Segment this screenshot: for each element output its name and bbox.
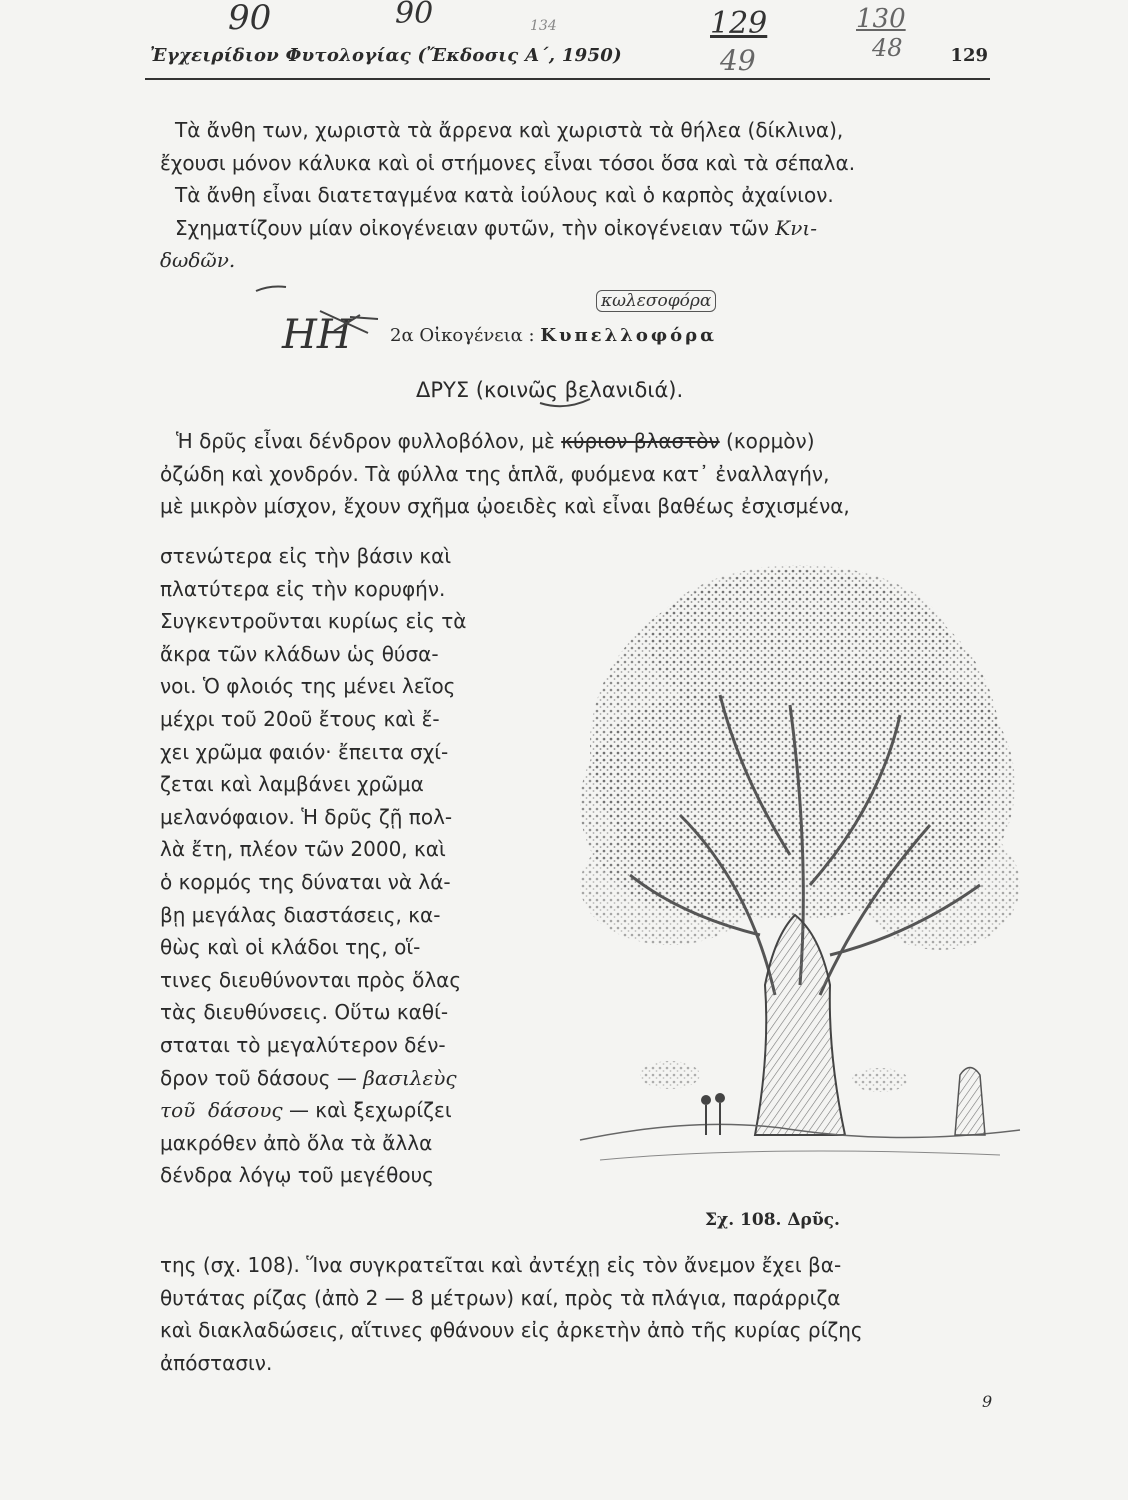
trunk xyxy=(755,915,845,1135)
walking-figures xyxy=(702,1094,724,1135)
family-word-italic: Κνι- xyxy=(775,215,817,240)
wrapped-text-column xyxy=(160,540,540,1192)
text-line: Τὰ ἄνθη εἶναι διατεταγμένα κατὰ ἰούλους καὶ ὁ καρπὸς ἀχαίνιον. xyxy=(175,183,834,208)
paragraph-oak-intro xyxy=(160,425,1030,523)
canopy xyxy=(580,565,1020,950)
text-line xyxy=(160,244,1030,277)
margin-tally-mark: ΗΗ xyxy=(282,312,352,358)
text-line: Συγκεντροῦνται κυρίως εἰς τὰ xyxy=(160,609,467,634)
family-word-italic-cont: δωδῶν. xyxy=(160,248,236,273)
page-number: 129 xyxy=(950,45,988,66)
family-number: 2α Οἰκογένεια : xyxy=(390,325,535,346)
oak-tree-illustration xyxy=(560,555,1030,1185)
text-line: μακρόθεν ἀπὸ ὅλα τὰ ἄλλα xyxy=(160,1130,433,1155)
ground-line xyxy=(600,1151,1000,1160)
text-line xyxy=(160,425,1030,458)
text-line: ὁ κορμός της δύναται νὰ λά- xyxy=(160,869,451,894)
text-line: ἔχουσι μόνον κάλυκα καὶ οἱ στήμονες εἶναι τόσοι ὅσα καὶ τὰ σέπαλα. xyxy=(160,150,856,175)
family-name: Κυπελλοφόρα xyxy=(540,325,717,346)
stump xyxy=(955,1068,985,1136)
background-shrub xyxy=(640,1061,700,1089)
handwritten-note-130: 130 xyxy=(856,4,906,34)
italic-phrase: βασιλεὺς xyxy=(363,1065,457,1090)
text-line: χει χρῶμα φαιόν· ἔπειτα σχί- xyxy=(160,739,449,764)
text-line: τὰς διευθύνσεις. Οὕτω καθί- xyxy=(160,1000,449,1025)
handwritten-note-90b: 90 xyxy=(395,0,434,31)
struck-text: κύριον βλαστὸν xyxy=(561,429,720,453)
running-header xyxy=(150,45,988,79)
header-title: Ἐγχειρίδιον Φυτολογίας (Ἔκδοσις Α΄, 1950) xyxy=(150,45,622,66)
background-shrub xyxy=(852,1068,908,1092)
text-line: ἄκρα τῶν κλάδων ὡς θύσα- xyxy=(160,641,439,666)
handwritten-note-48: 48 xyxy=(872,34,903,62)
text-line: σταται τὸ μεγαλύτερον δέν- xyxy=(160,1032,446,1057)
text-line: πλατύτερα εἰς τὴν κορυφήν. xyxy=(160,576,446,601)
text-line: λὰ ἔτη, πλέον τῶν 2000, καὶ xyxy=(160,837,446,862)
text-line: ἀπόστασιν. xyxy=(160,1350,273,1375)
text-line: θυτάτας ρίζας (ἀπὸ 2 — 8 μέτρων) καί, πρὸς τὰ πλάγια, παράρριζα xyxy=(160,1285,841,1310)
text-span: Σχηματίζουν μίαν οἰκογένειαν φυτῶν, τὴν οἰκογένειαν τῶν xyxy=(175,215,769,240)
handwritten-note-90a: 90 xyxy=(228,0,272,38)
text-span: δρον τοῦ δάσους — xyxy=(160,1065,357,1090)
text-line: μὲ μικρὸν μίσχον, ἔχουν σχῆμα ᾠοειδὲς καὶ εἶναι βαθέως ἐσχισμένα, xyxy=(160,494,850,519)
figure-caption: Σχ. 108. Δρῦς. xyxy=(705,1210,840,1230)
family-heading xyxy=(390,325,717,346)
italic-phrase: τοῦ xyxy=(160,1098,196,1123)
paragraph-flowers xyxy=(160,114,1030,277)
text-line: Τὰ ἄνθη των, χωριστὰ τὰ ἄρρενα καὶ χωριστὰ τὰ θήλεα (δίκλινα), xyxy=(175,118,844,142)
handwritten-note-small: 134 xyxy=(530,18,557,34)
text-line: ζεται καὶ λαμβάνει χρῶμα xyxy=(160,772,424,797)
text-span: (κορμὸν) xyxy=(726,429,815,453)
text-span: μὲ xyxy=(531,429,555,453)
italic-phrase: δάσους xyxy=(207,1098,283,1123)
text-line: καὶ διακλαδώσεις, αἵτινες φθάνουν εἰς ἀρκετὴν ἀπὸ τῆς κυρίας ρίζης xyxy=(160,1318,863,1343)
text-line: στενώτερα εἰς τὴν βάσιν καὶ xyxy=(160,544,452,568)
handwritten-annotation: κωλεσοφόρα xyxy=(596,290,716,312)
handwritten-note-129: 129 xyxy=(710,6,768,41)
text-line xyxy=(160,1062,540,1095)
text-line: ὀζώδη καὶ χονδρόν. Τὰ φύλλα της ἁπλᾶ, φυόμενα κατ᾽ ἐναλλαγήν, xyxy=(160,461,830,486)
text-line: τινες διευθύνονται πρὸς ὅλας xyxy=(160,967,462,992)
text-line: μέχρι τοῦ 20οῦ ἔτους καὶ ἔ- xyxy=(160,706,440,731)
species-heading: ΔΡΥΣ (κοινῶς βελανιδιά). xyxy=(416,378,684,402)
text-line: της (σχ. 108). Ἵνα συγκρατεῖται καὶ ἀντέχῃ εἰς τὸν ἄνεμον ἔχει βα- xyxy=(160,1253,842,1277)
text-line: βῃ μεγάλας διαστάσεις, κα- xyxy=(160,902,441,927)
text-line: δένδρα λόγῳ τοῦ μεγέθους xyxy=(160,1163,434,1188)
signature-mark: 9 xyxy=(982,1392,993,1411)
text-line: μελανόφαιον. Ἡ δρῦς ζῇ πολ- xyxy=(160,804,453,829)
text-line xyxy=(160,1094,540,1127)
text-span: — καὶ ξεχωρίζει xyxy=(288,1098,452,1123)
text-line: θὼς καὶ οἱ κλάδοι της, οἵ- xyxy=(160,935,421,960)
text-line: νοι. Ὁ φλοιός της μένει λεῖος xyxy=(160,674,456,699)
paragraph-roots xyxy=(160,1249,1030,1379)
handwritten-note-49: 49 xyxy=(720,44,756,77)
text-span: Ἡ δρῦς εἶναι δένδρον φυλλοβόλον, xyxy=(176,429,525,453)
header-rule xyxy=(145,78,990,80)
text-line xyxy=(160,212,1030,245)
